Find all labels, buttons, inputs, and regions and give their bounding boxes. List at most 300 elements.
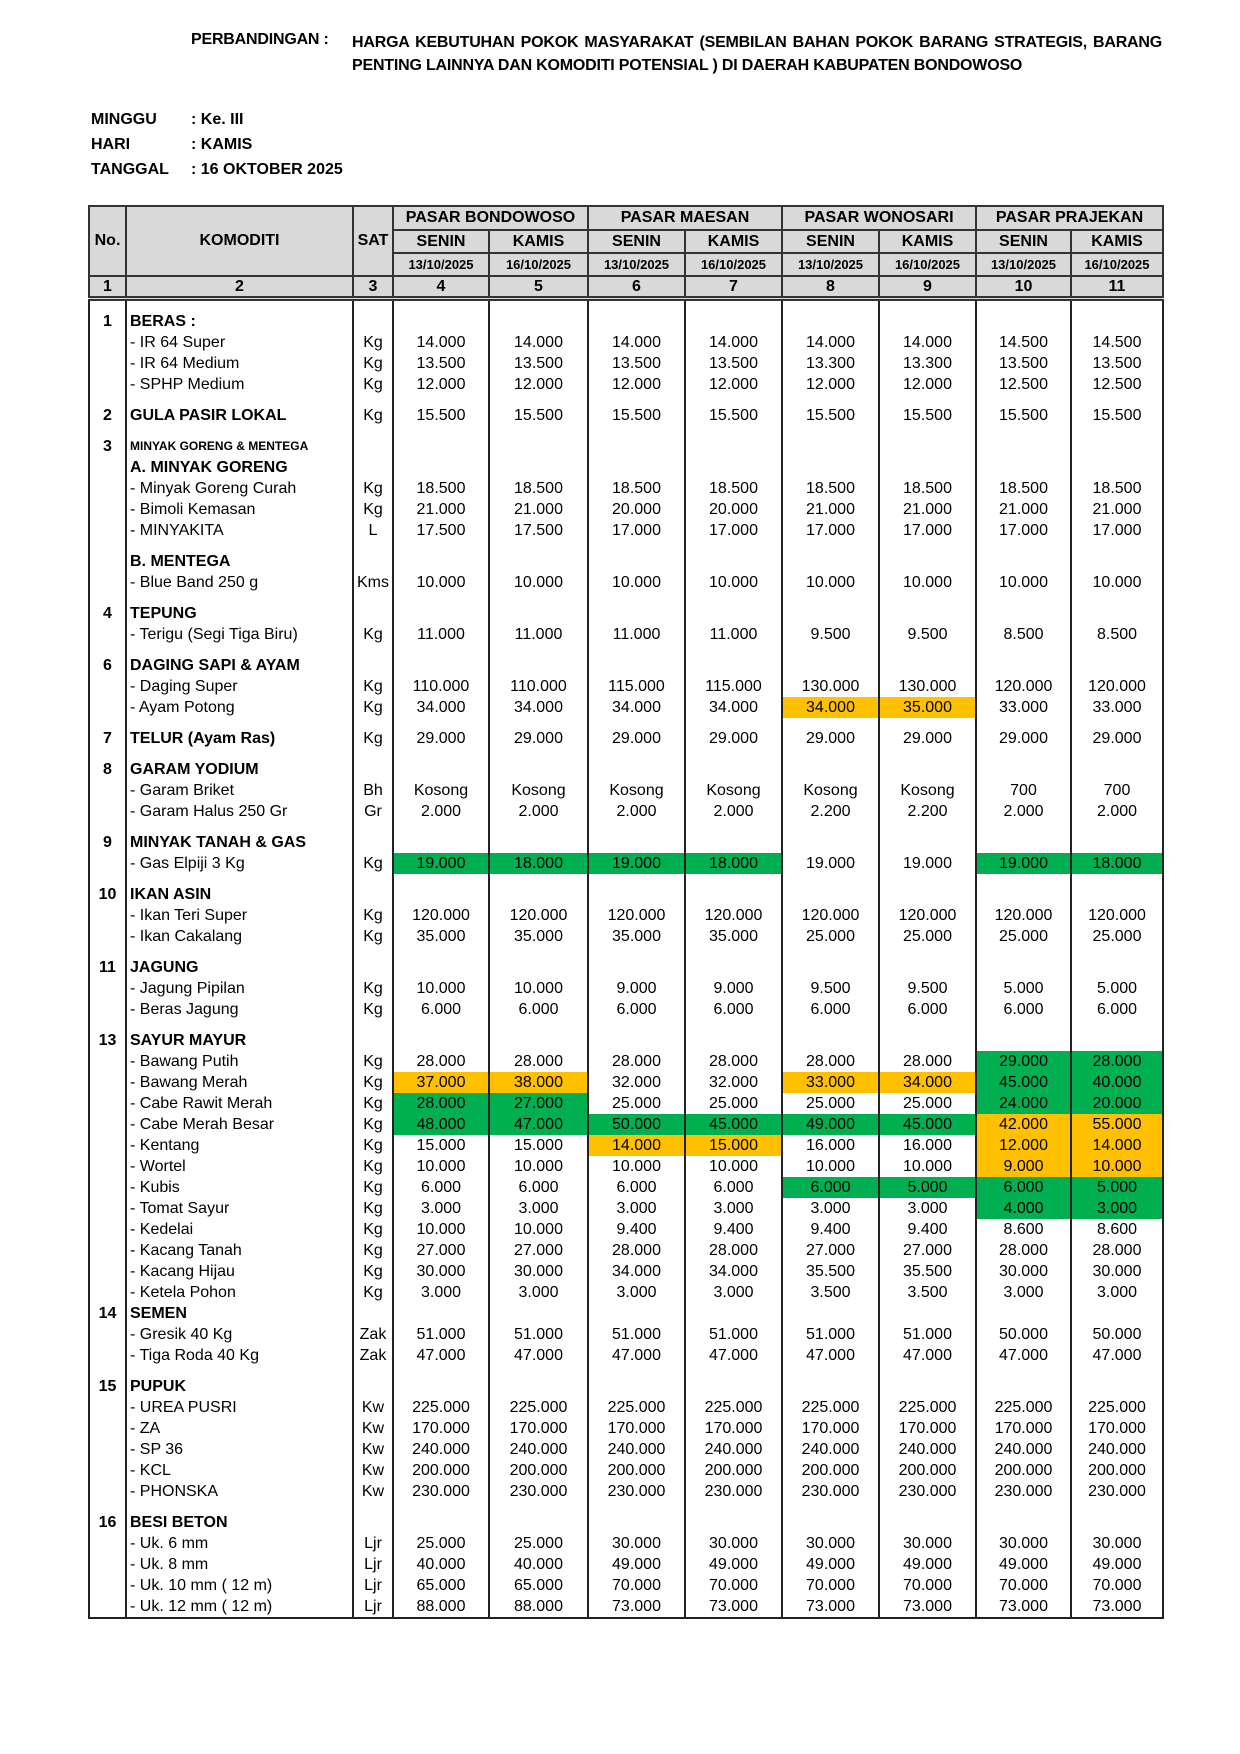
- price-cell: 13.500: [976, 353, 1071, 374]
- spacer-cell: [126, 395, 353, 405]
- spacer-cell: [685, 947, 782, 957]
- price-cell: [1071, 1303, 1163, 1324]
- row-number: [89, 1575, 126, 1596]
- price-cell: 51.000: [685, 1324, 782, 1345]
- price-cell: 18.500: [588, 478, 685, 499]
- row-number: 8: [89, 759, 126, 780]
- spacer-cell: [89, 593, 126, 603]
- row-number: [89, 1397, 126, 1418]
- unit-cell: Kg: [353, 405, 393, 426]
- row-number: [89, 1219, 126, 1240]
- price-cell: 14.000: [489, 332, 588, 353]
- price-cell: 28.000: [588, 1051, 685, 1072]
- price-cell: [782, 311, 879, 332]
- price-cell: 5.000: [879, 1177, 976, 1198]
- spacer-cell: [1071, 593, 1163, 603]
- spacer-cell: [1071, 541, 1163, 551]
- price-cell: [782, 1303, 879, 1324]
- meta-day: [91, 136, 252, 154]
- spacer-cell: [588, 1502, 685, 1512]
- price-cell: 240.000: [879, 1439, 976, 1460]
- spacer-cell: [353, 822, 393, 832]
- price-cell: [1071, 457, 1163, 478]
- category-row: [89, 832, 1163, 853]
- price-cell: 50.000: [976, 1324, 1071, 1345]
- price-cell: 3.000: [393, 1198, 489, 1219]
- spacer-cell: [976, 822, 1071, 832]
- price-cell: 29.000: [588, 728, 685, 749]
- spacer-cell: [353, 299, 393, 312]
- price-cell: 4.000: [976, 1198, 1071, 1219]
- price-cell: [685, 1376, 782, 1397]
- price-cell: [879, 1030, 976, 1051]
- row-number: 14: [89, 1303, 126, 1324]
- price-cell: [782, 551, 879, 572]
- unit-cell: [353, 1376, 393, 1397]
- spacer-cell: [393, 749, 489, 759]
- price-cell: 230.000: [782, 1481, 879, 1502]
- unit-cell: Kg: [353, 1093, 393, 1114]
- category-name: BESI BETON: [126, 1512, 353, 1533]
- price-cell: 49.000: [976, 1554, 1071, 1575]
- price-cell: 110.000: [393, 676, 489, 697]
- unit-cell: Kg: [353, 1261, 393, 1282]
- category-row: [89, 728, 1163, 749]
- unit-cell: [353, 759, 393, 780]
- unit-cell: Bh: [353, 780, 393, 801]
- unit-cell: Kg: [353, 1072, 393, 1093]
- price-cell: 49.000: [782, 1114, 879, 1135]
- price-cell: 55.000: [1071, 1114, 1163, 1135]
- price-cell: [489, 1512, 588, 1533]
- price-cell: 49.000: [879, 1554, 976, 1575]
- row-number: [89, 551, 126, 572]
- price-cell: 47.000: [976, 1345, 1071, 1366]
- spacer-cell: [489, 1502, 588, 1512]
- price-cell: 115.000: [588, 676, 685, 697]
- category-name: BERAS :: [126, 311, 353, 332]
- price-cell: 11.000: [588, 624, 685, 645]
- price-cell: 49.000: [1071, 1554, 1163, 1575]
- price-cell: [685, 551, 782, 572]
- price-cell: 15.500: [879, 405, 976, 426]
- price-cell: 47.000: [879, 1345, 976, 1366]
- table-row: [89, 1533, 1163, 1554]
- price-cell: [1071, 759, 1163, 780]
- price-cell: 6.000: [489, 999, 588, 1020]
- price-cell: 27.000: [489, 1093, 588, 1114]
- commodity-name: - Cabe Merah Besar: [126, 1114, 353, 1135]
- spacer-cell: [353, 1020, 393, 1030]
- price-cell: 6.000: [685, 999, 782, 1020]
- spacer-cell: [782, 299, 879, 312]
- spacer-cell: [782, 541, 879, 551]
- unit-cell: [353, 655, 393, 676]
- category-name: A. MINYAK GORENG: [126, 457, 353, 478]
- unit-cell: Kg: [353, 697, 393, 718]
- price-cell: 14.000: [1071, 1135, 1163, 1156]
- spacer-cell: [879, 749, 976, 759]
- price-cell: 700: [976, 780, 1071, 801]
- market-header-bondowoso: PASAR BONDOWOSO: [393, 206, 588, 230]
- price-cell: 40.000: [1071, 1072, 1163, 1093]
- price-cell: 14.000: [588, 332, 685, 353]
- price-cell: [879, 436, 976, 457]
- category-name: MINYAK TANAH & GAS: [126, 832, 353, 853]
- price-cell: 14.000: [879, 332, 976, 353]
- price-cell: 3.000: [976, 1282, 1071, 1303]
- price-cell: 29.000: [976, 1051, 1071, 1072]
- column-number: 10: [976, 276, 1071, 299]
- row-number: 9: [89, 832, 126, 853]
- price-cell: [976, 1030, 1071, 1051]
- spacer-cell: [879, 718, 976, 728]
- price-cell: 120.000: [1071, 676, 1163, 697]
- commodity-name: - Wortel: [126, 1156, 353, 1177]
- price-cell: 6.000: [782, 999, 879, 1020]
- spacer-cell: [393, 947, 489, 957]
- price-cell: 35.000: [685, 926, 782, 947]
- spacer-cell: [489, 299, 588, 312]
- spacer-cell: [393, 874, 489, 884]
- price-cell: 47.000: [393, 1345, 489, 1366]
- spacer-cell: [126, 749, 353, 759]
- week-label: MINGGU: [91, 111, 157, 128]
- price-cell: Kosong: [393, 780, 489, 801]
- price-cell: 34.000: [879, 1072, 976, 1093]
- price-cell: [879, 655, 976, 676]
- column-number: 5: [489, 276, 588, 299]
- market-header-wonosari: PASAR WONOSARI: [782, 206, 976, 230]
- spacer-row: [89, 426, 1163, 436]
- price-cell: [588, 457, 685, 478]
- price-cell: 3.000: [489, 1198, 588, 1219]
- commodity-name: - Uk. 10 mm ( 12 m): [126, 1575, 353, 1596]
- spacer-cell: [126, 426, 353, 436]
- price-cell: 30.000: [489, 1261, 588, 1282]
- price-cell: 33.000: [976, 697, 1071, 718]
- spacer-cell: [89, 426, 126, 436]
- spacer-cell: [976, 541, 1071, 551]
- price-cell: 12.500: [1071, 374, 1163, 395]
- document-title: HARGA KEBUTUHAN POKOK MASYARAKAT (SEMBILAN BAHAN POKOK BARANG STRATEGIS, BARANG PENTING LAINNYA DAN KOMODITI POTENSIAL ) DI DAERAH KABUPATEN BONDOWOSO: [352, 34, 1162, 74]
- spacer-cell: [1071, 299, 1163, 312]
- table-row: [89, 1156, 1163, 1177]
- spacer-cell: [976, 718, 1071, 728]
- price-cell: 34.000: [489, 697, 588, 718]
- commodity-name: - ZA: [126, 1418, 353, 1439]
- price-cell: 200.000: [976, 1460, 1071, 1481]
- spacer-cell: [782, 426, 879, 436]
- spacer-cell: [393, 1020, 489, 1030]
- price-cell: 240.000: [393, 1439, 489, 1460]
- price-cell: [489, 457, 588, 478]
- price-cell: [588, 436, 685, 457]
- price-cell: [782, 457, 879, 478]
- table-row: [89, 1177, 1163, 1198]
- price-cell: [976, 1376, 1071, 1397]
- price-cell: 3.000: [1071, 1198, 1163, 1219]
- spacer-cell: [1071, 645, 1163, 655]
- market-header-prajekan: PASAR PRAJEKAN: [976, 206, 1163, 230]
- category-name: MINYAK GORENG & MENTEGA: [126, 436, 353, 457]
- row-number: [89, 478, 126, 499]
- table-row: [89, 1072, 1163, 1093]
- spacer-cell: [89, 1502, 126, 1512]
- spacer-cell: [1071, 395, 1163, 405]
- unit-cell: [353, 551, 393, 572]
- price-cell: 65.000: [393, 1575, 489, 1596]
- table-row: [89, 1135, 1163, 1156]
- category-name: SAYUR MAYUR: [126, 1030, 353, 1051]
- price-cell: 25.000: [879, 1093, 976, 1114]
- price-cell: [685, 957, 782, 978]
- price-cell: 10.000: [588, 572, 685, 593]
- price-cell: 120.000: [879, 905, 976, 926]
- price-cell: 225.000: [879, 1397, 976, 1418]
- price-cell: 17.500: [489, 520, 588, 541]
- column-number: 8: [782, 276, 879, 299]
- spacer-cell: [588, 541, 685, 551]
- row-number: [89, 1114, 126, 1135]
- price-cell: 130.000: [879, 676, 976, 697]
- price-cell: 10.000: [489, 978, 588, 999]
- price-cell: 10.000: [976, 572, 1071, 593]
- spacer-cell: [879, 593, 976, 603]
- row-number: [89, 1345, 126, 1366]
- price-cell: 8.500: [976, 624, 1071, 645]
- spacer-cell: [685, 1502, 782, 1512]
- price-cell: 16.000: [879, 1135, 976, 1156]
- commodity-name: - Uk. 6 mm: [126, 1533, 353, 1554]
- commodity-name: - Bimoli Kemasan: [126, 499, 353, 520]
- price-cell: [782, 1512, 879, 1533]
- row-number: [89, 520, 126, 541]
- price-cell: 28.000: [489, 1051, 588, 1072]
- price-cell: 51.000: [393, 1324, 489, 1345]
- row-number: [89, 801, 126, 822]
- price-cell: 70.000: [588, 1575, 685, 1596]
- unit-cell: Zak: [353, 1345, 393, 1366]
- price-cell: [782, 603, 879, 624]
- spacer-cell: [489, 749, 588, 759]
- spacer-cell: [1071, 1366, 1163, 1376]
- commodity-name: - SP 36: [126, 1439, 353, 1460]
- price-cell: 35.000: [588, 926, 685, 947]
- price-cell: 130.000: [782, 676, 879, 697]
- price-cell: 21.000: [976, 499, 1071, 520]
- price-cell: 21.000: [1071, 499, 1163, 520]
- price-cell: 120.000: [393, 905, 489, 926]
- table-body: [89, 299, 1163, 1619]
- price-cell: [782, 436, 879, 457]
- price-cell: [685, 311, 782, 332]
- price-cell: 32.000: [685, 1072, 782, 1093]
- spacer-cell: [393, 593, 489, 603]
- price-cell: 51.000: [489, 1324, 588, 1345]
- price-comparison-table: [88, 205, 1164, 1619]
- spacer-cell: [353, 874, 393, 884]
- category-name: DAGING SAPI & AYAM: [126, 655, 353, 676]
- price-cell: [782, 832, 879, 853]
- price-cell: [976, 551, 1071, 572]
- price-cell: 225.000: [489, 1397, 588, 1418]
- price-cell: [588, 1512, 685, 1533]
- price-cell: 10.000: [879, 572, 976, 593]
- spacer-cell: [126, 299, 353, 312]
- spacer-cell: [489, 874, 588, 884]
- category-row: [89, 1030, 1163, 1051]
- price-cell: 14.000: [393, 332, 489, 353]
- price-cell: 9.000: [588, 978, 685, 999]
- spacer-cell: [685, 395, 782, 405]
- row-number: 13: [89, 1030, 126, 1051]
- price-cell: [976, 1303, 1071, 1324]
- commodity-name: - Kacang Tanah: [126, 1240, 353, 1261]
- price-cell: 35.500: [879, 1261, 976, 1282]
- unit-cell: Kg: [353, 999, 393, 1020]
- price-cell: 17.500: [393, 520, 489, 541]
- row-number: 4: [89, 603, 126, 624]
- price-cell: 18.500: [685, 478, 782, 499]
- commodity-name: - Jagung Pipilan: [126, 978, 353, 999]
- price-cell: 28.000: [976, 1240, 1071, 1261]
- price-cell: 25.000: [1071, 926, 1163, 947]
- category-name: TEPUNG: [126, 603, 353, 624]
- col-header-sat: SAT: [353, 206, 393, 276]
- unit-cell: Kg: [353, 353, 393, 374]
- price-cell: [976, 436, 1071, 457]
- price-cell: [393, 832, 489, 853]
- day-header: KAMIS: [685, 230, 782, 253]
- price-cell: 10.000: [393, 978, 489, 999]
- commodity-name: - Bawang Putih: [126, 1051, 353, 1072]
- price-cell: 29.000: [393, 728, 489, 749]
- price-cell: [393, 1376, 489, 1397]
- price-cell: 30.000: [976, 1533, 1071, 1554]
- price-cell: 120.000: [1071, 905, 1163, 926]
- price-cell: 225.000: [782, 1397, 879, 1418]
- price-cell: 240.000: [976, 1439, 1071, 1460]
- price-cell: 32.000: [588, 1072, 685, 1093]
- commodity-name: - IR 64 Super: [126, 332, 353, 353]
- price-cell: 70.000: [782, 1575, 879, 1596]
- unit-cell: Kw: [353, 1481, 393, 1502]
- commodity-name: - Ketela Pohon: [126, 1282, 353, 1303]
- price-cell: 13.500: [588, 353, 685, 374]
- price-cell: 3.000: [685, 1198, 782, 1219]
- commodity-name: - Uk. 12 mm ( 12 m): [126, 1596, 353, 1618]
- price-cell: [1071, 436, 1163, 457]
- row-number: [89, 697, 126, 718]
- category-name: JAGUNG: [126, 957, 353, 978]
- spacer-row: [89, 593, 1163, 603]
- unit-cell: Kg: [353, 478, 393, 499]
- spacer-cell: [879, 1020, 976, 1030]
- spacer-cell: [685, 1020, 782, 1030]
- spacer-cell: [976, 645, 1071, 655]
- price-cell: 12.000: [782, 374, 879, 395]
- price-cell: 240.000: [489, 1439, 588, 1460]
- spacer-cell: [782, 822, 879, 832]
- price-cell: 35.000: [393, 926, 489, 947]
- price-cell: [685, 759, 782, 780]
- price-cell: [489, 1030, 588, 1051]
- unit-cell: Kg: [353, 624, 393, 645]
- price-cell: 37.000: [393, 1072, 489, 1093]
- category-name: GULA PASIR LOKAL: [126, 405, 353, 426]
- row-number: 1: [89, 311, 126, 332]
- price-cell: 35.000: [489, 926, 588, 947]
- spacer-cell: [353, 395, 393, 405]
- price-cell: 3.000: [588, 1282, 685, 1303]
- spacer-cell: [782, 718, 879, 728]
- spacer-cell: [588, 645, 685, 655]
- row-number: [89, 457, 126, 478]
- price-cell: 3.000: [782, 1198, 879, 1219]
- spacer-cell: [588, 749, 685, 759]
- price-cell: 88.000: [393, 1596, 489, 1618]
- spacer-cell: [976, 1502, 1071, 1512]
- row-number: 15: [89, 1376, 126, 1397]
- table-row: [89, 1418, 1163, 1439]
- commodity-name: - Kedelai: [126, 1219, 353, 1240]
- price-cell: 10.000: [879, 1156, 976, 1177]
- spacer-cell: [976, 593, 1071, 603]
- row-number: [89, 374, 126, 395]
- price-cell: 35.500: [782, 1261, 879, 1282]
- price-cell: 2.000: [1071, 801, 1163, 822]
- spacer-cell: [393, 299, 489, 312]
- price-cell: 28.000: [685, 1051, 782, 1072]
- price-cell: 25.000: [393, 1533, 489, 1554]
- spacer-cell: [685, 593, 782, 603]
- price-cell: [588, 884, 685, 905]
- spacer-cell: [782, 749, 879, 759]
- price-cell: 3.000: [393, 1282, 489, 1303]
- unit-cell: [353, 311, 393, 332]
- spacer-cell: [588, 874, 685, 884]
- meta-week: [91, 111, 243, 129]
- price-cell: [489, 436, 588, 457]
- spacer-cell: [126, 947, 353, 957]
- spacer-cell: [588, 947, 685, 957]
- unit-cell: [353, 884, 393, 905]
- table-row: [89, 853, 1163, 874]
- spacer-cell: [1071, 749, 1163, 759]
- spacer-cell: [976, 1020, 1071, 1030]
- price-cell: 12.000: [393, 374, 489, 395]
- unit-cell: Kg: [353, 1282, 393, 1303]
- price-cell: [588, 1376, 685, 1397]
- row-number: [89, 1051, 126, 1072]
- price-cell: [588, 311, 685, 332]
- spacer-row: [89, 1366, 1163, 1376]
- price-cell: [879, 1376, 976, 1397]
- unit-cell: Kg: [353, 1051, 393, 1072]
- price-cell: [1071, 655, 1163, 676]
- price-cell: 2.000: [976, 801, 1071, 822]
- price-cell: [976, 603, 1071, 624]
- price-cell: 15.500: [588, 405, 685, 426]
- day-header: SENIN: [393, 230, 489, 253]
- price-cell: 20.000: [588, 499, 685, 520]
- price-cell: [685, 1512, 782, 1533]
- price-cell: 3.000: [489, 1282, 588, 1303]
- price-cell: 120.000: [588, 905, 685, 926]
- unit-cell: Ljr: [353, 1596, 393, 1618]
- column-number: 11: [1071, 276, 1163, 299]
